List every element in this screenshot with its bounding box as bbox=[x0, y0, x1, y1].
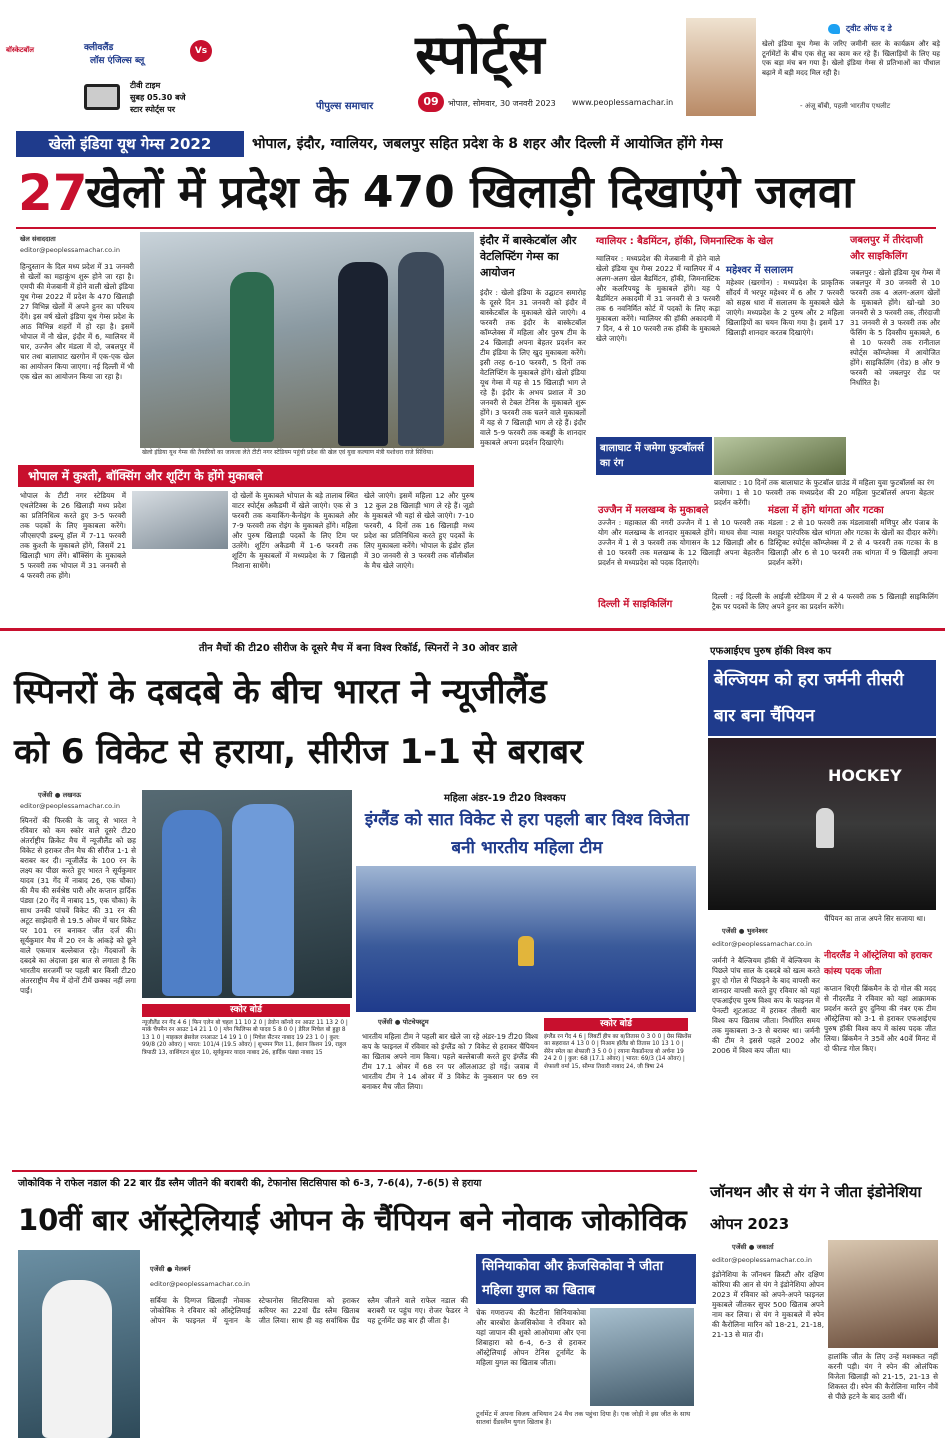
hockey-body: जर्मनी ने बैल्जियम हॉकी में बेल्जियम के पिछले पांच साल के दबदबे को खत्म करते हुए दो गोल से पिछड़ने के बाद वापसी कर शानदार वापसी करते हुए रविवार को यहां एफआईएच पुरुष विश्व कप के फाइनल में पेनल्टी शूटआउट में हराकर तीसरी बार विश्व कप खिताब जीता। निर्धारित समय तक मुकाबला 3-3 से बराबर था। जर्मनी की टीम ने इससे पहले 2002 और 2006 में विश्व कप जीता था। bbox=[712, 956, 820, 1055]
u19-scoreboard: इंग्लैंड रन गेंद 4 6 | लिबर्टी हीप का ब/तितास 0 3 0 0 | ग्रेस स्क्रिवेंस का सहरावत 4 13 0 0 | निआम हॉलैंड बो तितास 10 13 1 0 | सेरेन स्मेल का शेफाली 3 5 0 0 | रयाना मैकडॉनल्ड बो अर्चना 19 24 2 0 | कुल: 68 (17.1 ओवर) | भारत: 69/3 (14 ओवर) | शेफाली वर्मा 15, सौम्या तिवारी नाबाद 24, जी त्रिषा 24 bbox=[544, 1034, 692, 1070]
sport-badge: बॉस्केटबॉल bbox=[6, 46, 34, 54]
section-divider bbox=[12, 1170, 697, 1172]
team-b: लॉस एंजिल्स ब्लू bbox=[90, 56, 145, 66]
hockey-email: editor@peoplessamachar.co.in bbox=[712, 940, 812, 948]
lead-body: हिन्दुस्तान के दिल मध्य प्रदेश में 31 जनवरी से खेलों का महाकुंभ शुरू होने जा रहा है। एमपी की मेजबानी में होने वाली खेलो इंडिया यूथ गेम्स 2022 में प्रदेश के 470 खिलाड़ी 27 विभिन्न खेलों में अपने हुनर का परिचय देंगे। इस वर्ष खेलो इंडिया यूथ गेम्स प्रदेश के आठ विभिन्न शहरों में हो रहा है। इसमें भोपाल में नौ खेल, इंदौर में 6, ग्वालियर में चार, उज्जैन और मंडला में दो, जबलपुर में चार तथा बालाघाट खरगोन में एक-एक खेल का आयोजन किया जाएगा। नई दिल्ली में भी एक खेल का आयोजन किया जा रहा है। bbox=[20, 262, 134, 381]
u19-byline: एजेंसी ● पोटचेफ्स्ट्रूम bbox=[378, 1018, 429, 1026]
delhi-head: दिल्ली में साइकिलिंग bbox=[598, 599, 673, 610]
gwalior-head: ग्वालियर : बैडमिंटन, हॉकी, जिमनास्टिक के खेल bbox=[596, 236, 774, 247]
tweet-label: ट्वीट ऑफ द डे bbox=[846, 24, 892, 33]
hockey-extra-head: नीदरलैंड ने ऑस्ट्रेलिया को हराकर कांस्य पदक जीता bbox=[824, 951, 933, 977]
vs-badge: Vs bbox=[190, 40, 212, 62]
lead-email: editor@peoplessamachar.co.in bbox=[20, 246, 120, 254]
athlete-photo bbox=[686, 18, 756, 116]
mandla-body: मंडला : 2 से 10 फरवरी तक मंडलावासी मणिपुर और पंजाब के मशहूर पारंपरिक खेल थांगता और गटका के खेलों का दीदार करेंगे। डिस्ट्रिक्ट स्पोर्ट्स कॉम्प्लेक्स में 2 से 4 फरवरी तक गटका के 8 खिलाड़ी और 6 से 10 फरवरी तक थांगता में 9 खिलाड़ी अपना प्रदर्शन करेंगे। bbox=[768, 518, 938, 567]
team-a: क्लीवलैंड bbox=[84, 43, 114, 53]
balaghat-box: बालाघाट में जमेगा फुटबॉलर्स का रंग bbox=[596, 437, 712, 475]
lead-rule bbox=[16, 227, 936, 229]
u19-scoreboard-title: स्कोर बोर्ड bbox=[544, 1018, 688, 1031]
tv-label: टीवी टाइम bbox=[130, 81, 161, 90]
hockey-extra-body: कप्तान थिएरी ब्रिंकमैन के दो गोल की मदद से नीदरलैंड ने रविवार को यहां आक्रामक प्रदर्शन करते हुए दुनिया की नंबर एक टीम ऑस्ट्रेलिया को 3-1 से हराकर एफआईएच पुरुष हॉकी विश्व कप में कांस्य पदक जीत लिया। ब्रिंकमैन ने 35वें और 40वें मिनट में दो फील्ड गोल किए। bbox=[824, 984, 936, 1053]
dateline: भोपाल, सोमवार, 30 जनवरी 2023 bbox=[448, 99, 556, 108]
cricket-scoreboard: न्यूजीलैंड रन गेंद 4 6 | फिन एलेन बो चहल 11 10 2 0 | डेवोन कॉनवे रन आउट 11 13 2 0 | मार्क चैपमैन रन आउट 14 21 1 0 | ग्लेन फिलिप्स बो यादव 5 8 0 0 | डेरिल मिचेल बो हुड्डा 8 13 1 0 | माइकल ब्रेसवेल रनआउट 14 19 1 0 | मिचेल सैंटनर नाबाद 19 23 1 0 | कुल: 99/8 (20 ओवर) | भारत: 101/4 (19.5 ओवर) | शुभमन गिल 11, ईशान किशन 19, राहुल त्रिपाठी 13, वाशिंगटन सुंदर 10, सूर्यकुमार यादव नाबाद 26, हार्दिक पंड्या नाबाद 15 bbox=[142, 1020, 348, 1056]
cricket-email: editor@peoplessamachar.co.in bbox=[20, 802, 120, 810]
u19-body: भारतीय महिला टीम ने पहली बार खेले जा रहे अंडर-19 टी20 विश्व कप के फाइनल में रविवार को इंग्लैंड को 7 विकेट से हराकर चैंपियन का खिताब अपने नाम किया। पहले बल्लेबाजी करते हुए इंग्लैंड की टीम 17.1 ओवर में 68 रन पर ऑलआउट हो गई। जवाब में भारतीय टीम ने 14 ओवर में 3 विकेट के नुकसान पर 69 रन बनाकर मैच जीत लिया। bbox=[362, 1032, 538, 1091]
hockey-caption-tail: चैंपियन का ताज अपने सिर सजाया था। bbox=[824, 914, 926, 923]
badminton-body-2: हालांकि जीत के लिए उन्हें मशक्कत नहीं करनी पड़ी। यंग ने स्पेन की ओलंपिक विजेता खिलाड़ी को 21-15, 21-13 से शिकस्त दी। स्पेन की कैरोलिना मारिन नौवें से पीछे हटने के बाद उतरी थीं। bbox=[828, 1352, 938, 1401]
badminton-headline: जॉनथन और से यंग ने जीता इंडोनेशिया ओपन 2023 bbox=[710, 1183, 922, 1233]
cricket-headline-1: स्पिनरों के दबदबे के बीच भारत ने न्यूजीलैंड bbox=[14, 672, 547, 712]
cricket-headline-2: को 6 विकेट से हराया, सीरीज 1-1 से बराबर bbox=[14, 732, 584, 772]
jabalpur-head: जबलपुर में तीरंदाजी और साइकिलिंग bbox=[850, 235, 923, 262]
hockey-photo bbox=[708, 738, 936, 910]
bhopal-body-1: भोपाल के टीटी नगर स्टेडियम में एथलेटिक्स के 26 खिलाड़ी मध्य प्रदेश का प्रतिनिधित्व करते हुए 3-5 फरवरी तक पदकों के लिए मुकाबला करेंगे। जीएसएपी डब्ल्यू हॉल में 7-11 फरवरी तक कुश्ती के मुकाबले होंगे, जिसमें 21 खिलाड़ी भाग लेंगे। बॉक्सिंग के मुकाबले 5 फरवरी तक भोपाल में 31 जनवरी से 4 फरवरी तक होंगे। bbox=[20, 491, 126, 580]
cricket-byline: एजेंसी ● लखनऊ bbox=[38, 791, 82, 799]
lead-photo bbox=[140, 232, 474, 448]
indore-body: इंदौर : खेलो इंडिया के उद्घाटन समारोह के दूसरे दिन 31 जनवरी को इंदौर में बास्केटबॉल के मुकाबले खेले जाएंगे। 4 फरवरी तक इंदौर के बास्केटबॉल कॉम्प्लेक्स में महिला और पुरुष टीम के 24 खिलाड़ी अपना बेहतर प्रदर्शन कर टीम इंडिया के लिए खुद मुकाबला करेंगे। इसी तरह 6-10 फरवरी, 5 दिनों तक वेटलिफ्टिंग के मुकाबले होंगे। खेलो इंडिया यूथ गेम्स में यह से 15 खिलाड़ी भाग ले रहे हैं। इंदौर के अभय प्रशाल में 30 जनवरी से टेबल टेनिस के मुकाबले शुरू होंगे। 3 फरवरी तक चलने वाले मुकाबलों में यह से 7 खिलाड़ी भाग ले रहे हैं। इंदौर वाले 5-9 फरवरी तक कबड्डी के शानदार मुकाबले अपना प्रदर्शन दिखाएंगे। bbox=[480, 288, 586, 447]
hockey-banner-text: HOCKEY bbox=[828, 766, 902, 785]
twitter-icon bbox=[828, 24, 840, 34]
indore-head: इंदौर में बास्केटबॉल और वेटलिफ्टिंग गेम्स का आयोजन bbox=[480, 234, 577, 279]
hockey-headline: बेल्जियम को हरा जर्मनी तीसरी बार बना चैंपियन bbox=[708, 660, 936, 736]
tennis-headline: 10वीं बार ऑस्ट्रेलियाई ओपन के चैंपियन बने नोवाक जोकोविक bbox=[18, 1203, 687, 1237]
bhopal-body-3: खेले जाएंगे। इसमें महिला 12 और पुरुष 12 कुल 28 खिलाड़ी भाग ले रहे हैं। जूडो के मुकाबले भी यहां से खेले जाएंगे। 7-10 फरवरी, 4 दिनों तक 16 खिलाड़ी मध्य प्रदेश का प्रतिनिधित्व करते हुए पदकों के लिए मुकाबला करेंगे। भोपाल के इंडोर हॉल में 30 जनवरी से 3 फरवरी तक वॉलीबॉल के मैच खेले जाएंगे। bbox=[364, 491, 474, 570]
bhopal-body-2: दो खेलों के मुकाबले भोपाल के बड़े तालाब स्थित वाटर स्पोर्ट्स अकैडमी में खेले जाएंगे। एक से 3 फरवरी तक कयाकिंग-कैनोइंग के मुकाबले और 7-9 फरवरी तक रोइंग के मुकाबले होंगे। महिला और पुरुष खिलाड़ी पदकों के लिए टिम पर उतरेंगे। शूटिंग अकैडमी में 1-6 फरवरी तक शूटिंग के मुकाबलों में मध्यप्रदेश के 7 खिलाड़ी निशाना साधेंगे। bbox=[232, 491, 358, 570]
delhi-body: दिल्ली : नई दिल्ली के आईजी स्टेडियम में 2 से 4 फरवरी तक 5 खिलाड़ी साइकिलिंग ट्रैक पर पदकों के लिए अपने हुनर का प्रदर्शन करेंगे। bbox=[712, 592, 938, 611]
tweet-author: - अंजू बॉबी, पहली भारतीय एथलीट bbox=[800, 102, 891, 110]
tweet-text: खेलो इंडिया यूथ गेम्स के जरिए जमीनी स्तर के कार्यक्रम और बड़े टूर्नामेंटों के बीच एक सेतु का काम कर रहे हैं। खिलाड़ियों के लिए यह एक बड़ा मंच बन गया है। खेलो इंडिया गेम्स से प्रतिभाओं का पौंधाल बढ़ाने में बड़ी मदद मिल रही है। bbox=[762, 40, 940, 77]
maheshwar-head: महेश्वर में सलालम bbox=[726, 265, 794, 276]
u19-team-photo bbox=[356, 866, 696, 1012]
person-figure bbox=[338, 262, 388, 446]
ujjain-body: उज्जैन : महाकाल की नगरी उज्जैन में 1 से 10 फरवरी तक योग और मलखम्ब के शानदार मुकाबले होंगे। माधव सेवा न्यास उज्जैन में 1 से 3 फरवरी तक योगासन के 12 खिलाड़ी और 6 से 10 फरवरी तक मलखम्ब के 12 खिलाड़ी अपना बेहतरीन प्रदर्शन से मध्यप्रदेश को पदक दिलाएंगे। bbox=[598, 518, 764, 567]
jabalpur-body: जबलपुर : खेलो इंडिया यूथ गेम्स में जबलपुर में 30 जनवरी से 10 फरवरी तक 4 अलग-अलग खेलों के मुकाबले होंगे। खो-खो 30 जनवरी से 3 फरवरी तक, तीरंदाजी 31 जनवरी से 3 फरवरी तक और फेंसिंग के 5 दिवसीय मुकाबले, 6 से 10 फरवरी तक रानीताल स्पोर्ट्स कॉम्प्लेक्स में आयोजित होंगे। साइकिलिंग (रोड) 8 और 9 फरवरी को जबलपुर रोड पर निर्धारित है। bbox=[850, 268, 940, 387]
bhopal-head: भोपाल में कुश्ती, बॉक्सिंग और शूटिंग के होंगे मुकाबले bbox=[18, 465, 474, 487]
badminton-photo bbox=[828, 1240, 938, 1348]
paper-name: पीपुल्स समाचार bbox=[316, 101, 374, 112]
hockey-byline: एजेंसी ● भुवनेश्वर bbox=[722, 927, 768, 935]
tv-time: सुबह 05.30 बजे bbox=[130, 93, 186, 102]
tv-icon bbox=[84, 84, 120, 110]
shooting-photo bbox=[132, 491, 228, 549]
masthead-title: स्पोर्ट्स bbox=[415, 23, 545, 86]
player-figure bbox=[42, 1280, 112, 1438]
u19-kicker: महिला अंडर-19 टी20 विश्वकप bbox=[444, 793, 566, 804]
badminton-email: editor@peoplessamachar.co.in bbox=[712, 1256, 812, 1264]
tennis-kicker: जोकोविक ने राफेल नडाल की 22 बार ग्रैंड स्लैम जीतने की बराबरी की, टेफानोस सिटसिपास को 6-3, 7-6(4), 7-6(5) से हराया bbox=[18, 1178, 482, 1189]
player-figure bbox=[162, 810, 222, 996]
tennis-byline: एजेंसी ● मेलबर्न bbox=[150, 1265, 191, 1273]
tennis-email: editor@peoplessamachar.co.in bbox=[150, 1280, 250, 1288]
cricket-scoreboard-title: स्कोर बोर्ड bbox=[142, 1004, 350, 1017]
tennis-women-caption: टूर्नामेंट में अपना विजय अभियान 24 मैच तक पहुंचा दिया है। एक जोड़ी ने इस जीत के साथ सातवां ग्रैंडस्लैम युगल खिताब है। bbox=[476, 1410, 691, 1426]
cricket-photo bbox=[142, 790, 352, 998]
section-divider bbox=[0, 628, 945, 631]
football-photo bbox=[714, 437, 846, 475]
badminton-body: इंडोनेशिया के जॉनथन क्रिस्टी और दक्षिण कोरिया की आन से यंग ने इंडोनेशिया ओपन 2023 में रविवार को अपने-अपने फाइनल मुकाबले जीतकर सुपर 500 खिताब अपने नाम कर लिया। से यंग ने मुकाबले में स्पेन की कैरोलिना मारिन को 18-21, 21-18, 21-13 से मात दी। bbox=[712, 1270, 824, 1339]
person-figure bbox=[398, 252, 444, 446]
tennis-women-head: सिनियाकोवा और क्रेजसिकोवा ने जीता महिला युगल का खिताब bbox=[476, 1254, 696, 1304]
lead-headline: खेलों में प्रदेश के 470 खिलाड़ी दिखाएंगे जलवा bbox=[86, 167, 854, 218]
page-number: 09 bbox=[418, 92, 444, 112]
cricket-kicker: तीन मैचों की टी20 सीरीज के दूसरे मैच में बना विश्व रिकॉर्ड, स्पिनरों ने 30 ओवर डाले bbox=[198, 643, 518, 654]
player-figure bbox=[232, 804, 294, 996]
tennis-body: सर्बिया के दिग्गज खिलाड़ी नोवाक जोकोविक ने रविवार को ऑस्ट्रेलियाई ओपन के फाइनल में यूनान के स्टेफानोस सिटसिपास को हराकर करियर का 22वां ग्रैंड स्लैम खिताब जीत लिया। साथ ही वह सर्वाधिक ग्रैंड स्लैम जीतने वाले राफेल नडाल की बराबरी पर पहुंच गए। रोजर फेडरर ने यह टूर्नामेंट छह बार ही जीता है। bbox=[150, 1296, 468, 1325]
mandla-head: मंडला में होंगे थांगता और गटका bbox=[768, 505, 884, 516]
tennis-photo bbox=[18, 1250, 140, 1438]
u19-headline: इंग्लैंड को सात विकेट से हरा पहली बार विश्व विजेता बनी भारतीय महिला टीम bbox=[364, 810, 690, 858]
tennis-women-body: चेक गणराज्य की कैटरीना सिनियाकोवा और बारबोरा क्रेजसिकोवा ने रविवार को यहां जापान की शुको आओयामा और एना शिबाहारा को 6-4, 6-3 से हराकर ऑस्ट्रेलियाई ओपन टेनिस टूर्नामेंट के महिला युगल का खिताब जीता। bbox=[476, 1308, 586, 1367]
match-box bbox=[6, 40, 242, 118]
gwalior-body: ग्वालियर : मध्यप्रदेश की मेजबानी में होने वाले खेलो इंडिया यूथ गेम्स 2022 में ग्वालियर में 4 अलग-अलग खेल बैडमिंटन, हॉकी, जिमनास्टिक और कलरिपयट्टू के मुकाबले होंगे। यह पे बैडमिंटन अकादमी में 31 जनवरी से 3 फरवरी तक 6 नवनिर्मित कोर्ट में पदकों के लिए कड़ा मुकाबला करेंगे। ग्वालियर की हॉकी अकादमी में 7 दिन, 4 से 10 फरवरी तक हॉकी के मुकाबले खेले जाएंगे। bbox=[596, 254, 720, 343]
tv-channel: स्टार स्पोर्ट्स पर bbox=[130, 105, 176, 114]
lead-byline: खेल संवाददाता bbox=[20, 235, 56, 243]
trophy-icon bbox=[816, 808, 834, 848]
lead-headline-num: 27 bbox=[18, 164, 88, 222]
badminton-byline: एजेंसी ● जकार्ता bbox=[732, 1243, 774, 1251]
lead-kicker: खेलो इंडिया यूथ गेम्स 2022 bbox=[16, 131, 244, 157]
hockey-kicker: एफआईएच पुरुष हॉकी विश्व कप bbox=[710, 646, 832, 657]
trophy-icon bbox=[518, 936, 534, 966]
person-figure bbox=[230, 272, 274, 442]
cricket-body: स्पिनरों की फिरकी के जादू से भारत ने रविवार को कम स्कोर वाले दूसरे टी20 अंतर्राष्ट्रीय क्रिकेट मैच में न्यूजीलैंड को छह विकेट से हराकर तीन मैच की सीरीज 1-1 से बराबर कर दी। न्यूजीलैंड के 100 रन के लक्ष्य का पीछा करते हुए भारत ने सूर्यकुमार यादव (31 गेंद में नाबाद 26, एक चौका) की मैच की सर्वश्रेष्ठ पारी और कप्तान हार्दिक पंड्या (20 गेंद में नाबाद 15, एक चौका) के साथ उनकी पांचवें विकेट की 31 रन की अटूट साझेदारी से 19.5 ओवर में चार विकेट पर 101 रन बनाकर जीत दर्ज की। सूर्यकुमार मैच में 20 रन के आंकड़े को छूने वाले एकमात्र बल्लेबाज रहे। गेंदबाजों के दबदबे का अंदाजा इस बात से लगाता है कि भारतीय सरजमीं पर पहली बार किसी टी20 अंतरराष्ट्रीय मैच में दोनों टीमें छक्का नहीं लगा पाईं। bbox=[20, 816, 136, 995]
lead-subhead: भोपाल, इंदौर, ग्वालियर, जबलपुर सहित प्रदेश के 8 शहर और दिल्ली में आयोजित होंगे गेम्स bbox=[252, 136, 723, 152]
ujjain-head: उज्जैन में मलखम्ब के मुकाबले bbox=[598, 505, 709, 516]
balaghat-body: बालाघाट : 10 दिनों तक बालाघाट के फुटबॉल ग्राउंड में महिला युवा फुटबॉलर्स का रंग जमेगा। 1 से 10 फरवरी तक मध्यप्रदेश की 20 महिला फुटबॉलर्स अपना बेहतर प्रदर्शन करेंगी। bbox=[714, 478, 934, 507]
lead-photo-caption: खेलो इंडिया यूथ गेम्स की तैयारियों का जायजा लेते टीटी नगर स्टेडियम पहुंची प्रदेश की खेल एवं युवा कल्याण मंत्री यशोधरा राजे सिंधिया। bbox=[142, 449, 434, 456]
maheshwar-body: महेश्वर (खरगोन) : मध्यप्रदेश के प्राकृतिक सौंदर्य में भरपूर महेश्वर में 6 और 7 फरवरी को सहस्र धारा में सलालम के मुकाबले खेले जाएंगे। मध्यप्रदेश के 2 पुरुष और 2 महिला खिलाड़ियों का चयन किया गया है। इसमें 17 खिलाड़ी शानदार करतब दिखाएंगे। bbox=[726, 278, 844, 337]
website: www.peoplessamachar.in bbox=[572, 98, 674, 107]
doubles-photo bbox=[590, 1308, 694, 1406]
